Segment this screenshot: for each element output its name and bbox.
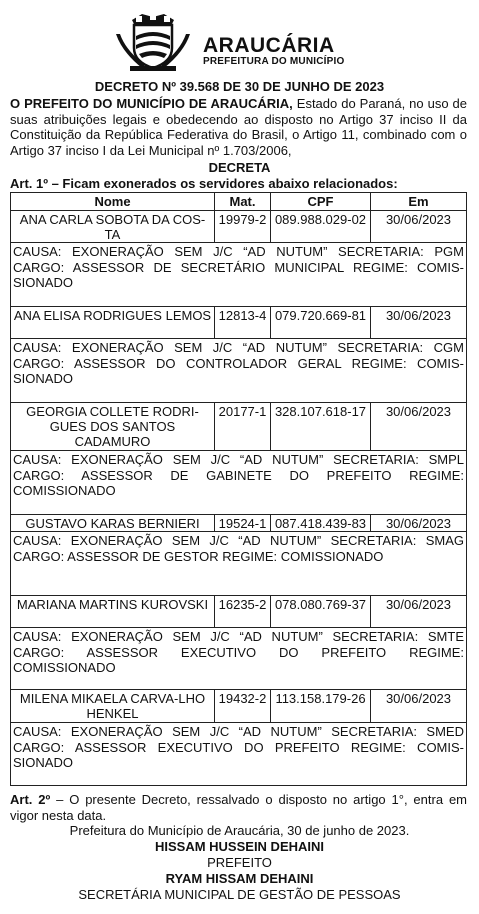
cell-mat: 12813-4 — [215, 307, 271, 338]
cell-name: MARIANA MARTINS KUROVSKI — [11, 596, 215, 627]
decreta-heading: DECRETA — [208, 160, 271, 175]
header-mat: Mat. — [215, 193, 271, 210]
cell-cpf: 113.158.179-26 — [271, 690, 371, 722]
header-name: Nome — [11, 193, 215, 210]
signer-2-role: SECRETÁRIA MUNICIPAL DE GESTÃO DE PESSOAS — [78, 887, 401, 902]
cell-date: 30/06/2023 — [385, 516, 452, 531]
cell-name: GUSTAVO KARAS BERNIERI — [11, 515, 215, 531]
cell-cpf: 087.418.439-83 — [271, 515, 371, 531]
cell-mat: 19979-2 — [215, 211, 271, 242]
cause-text: CAUSA: EXONERAÇÃO SEM J/C “AD NUTUM” SECRETARIA: SMAG CARGO: ASSESSOR DE GESTOR REGIME: COMISSIONADO — [11, 532, 466, 596]
table-header-row — [11, 193, 466, 211]
cell-mat: 19524-1 — [215, 515, 271, 531]
cause-text: CAUSA: EXONERAÇÃO SEM J/C “AD NUTUM” SECRETARIA: CGM CARGO: ASSESSOR DO CONTROLADOR GERAL REGIME: COMIS-SIONADO — [11, 339, 466, 403]
cell-date: 30/06/2023 — [385, 691, 452, 706]
header-date: Em — [408, 194, 429, 209]
cell-name: ANA ELISA RODRIGUES LEMOS — [11, 307, 215, 338]
cell-date: 30/06/2023 — [385, 308, 452, 323]
table-row — [11, 690, 466, 723]
table-row — [11, 403, 466, 451]
cell-cpf: 078.080.769-37 — [271, 596, 371, 627]
cell-mat: 20177-1 — [215, 403, 271, 450]
brand — [203, 35, 344, 67]
header — [0, 10, 479, 76]
brand-subtitle: PREFEITURA DO MUNICÍPIO — [203, 56, 345, 67]
article-1: Art. 1º – Ficam exonerados os servidores abaixo relacionados: — [10, 176, 398, 191]
cause-text: CAUSA: EXONERAÇÃO SEM J/C “AD NUTUM” SECRETARIA: PGM CARGO: ASSESSOR DE SECRETÁRIO MUNICIPAL REGIME: COMIS-SIONADO — [11, 243, 466, 307]
cell-date: 30/06/2023 — [385, 404, 452, 419]
intro-authority: O PREFEITO DO MUNICÍPIO DE ARAUCÁRIA, — [10, 96, 293, 111]
table-row — [11, 211, 466, 243]
article-2-label: Art. 2º — [10, 792, 51, 807]
signer-2-name: RYAM HISSAM DEHAINI — [165, 871, 314, 886]
place-date: Prefeitura do Município de Araucária, 30 de junho de 2023. — [69, 823, 410, 838]
cause-text: CAUSA: EXONERAÇÃO SEM J/C “AD NUTUM” SECRETARIA: SMPL CARGO: ASSESSOR DE GABINETE DO PREFEITO REGIME: COMISSIONADO — [11, 451, 466, 515]
article-2 — [10, 792, 467, 823]
cell-name: MILENA MIKAELA CARVA-LHO HENKEL — [11, 690, 215, 722]
brand-name: ARAUCÁRIA — [203, 34, 335, 57]
cell-date: 30/06/2023 — [385, 212, 452, 227]
signer-1-role: PREFEITO — [207, 855, 272, 870]
cell-name: GEORGIA COLLETE RODRI-GUES DOS SANTOS CADAMURO — [11, 403, 215, 450]
cause-text: CAUSA: EXONERAÇÃO SEM J/C “AD NUTUM” SECRETARIA: SMTE CARGO: ASSESSOR EXECUTIVO DO PREFEITO REGIME: COMISSIONADO — [11, 628, 466, 690]
table-row — [11, 307, 466, 339]
table-row — [11, 515, 466, 532]
cell-mat: 19432-2 — [215, 690, 271, 722]
decree-title: DECRETO Nº 39.568 DE 30 DE JUNHO DE 2023 — [94, 79, 385, 94]
cell-cpf: 089.988.029-02 — [271, 211, 371, 242]
municipal-seal-icon — [112, 12, 194, 72]
cell-date: 30/06/2023 — [385, 597, 452, 612]
signer-1-name: HISSAM HUSSEIN DEHAINI — [154, 839, 325, 854]
intro-text: Estado do Paraná, no uso de suas atribuições legais e obedecendo ao disposto no Artigo 37 inciso II da Constituição da República Federativa do Brasil, o Artigo 11, combinado com o Artigo 37 inciso I da Lei Municipal nº 1.703/2006, — [10, 96, 468, 158]
cell-name: ANA CARLA SOBOTA DA COS-TA — [11, 211, 215, 242]
cell-mat: 16235-2 — [215, 596, 271, 627]
cell-cpf: 079.720.669-81 — [271, 307, 371, 338]
servants-table — [10, 192, 467, 786]
table-row — [11, 596, 466, 628]
decree-intro — [10, 96, 467, 158]
cause-text: CAUSA: EXONERAÇÃO SEM J/C “AD NUTUM” SECRETARIA: SMED CARGO: ASSESSOR EXECUTIVO DO PREFEITO REGIME: COMIS-SIONADO — [13, 724, 464, 770]
cell-cpf: 328.107.618-17 — [271, 403, 371, 450]
header-cpf: CPF — [271, 193, 371, 210]
article-2-text: – O presente Decreto, ressalvado o disposto no artigo 1°, entra em vigor nesta data. — [10, 792, 467, 823]
